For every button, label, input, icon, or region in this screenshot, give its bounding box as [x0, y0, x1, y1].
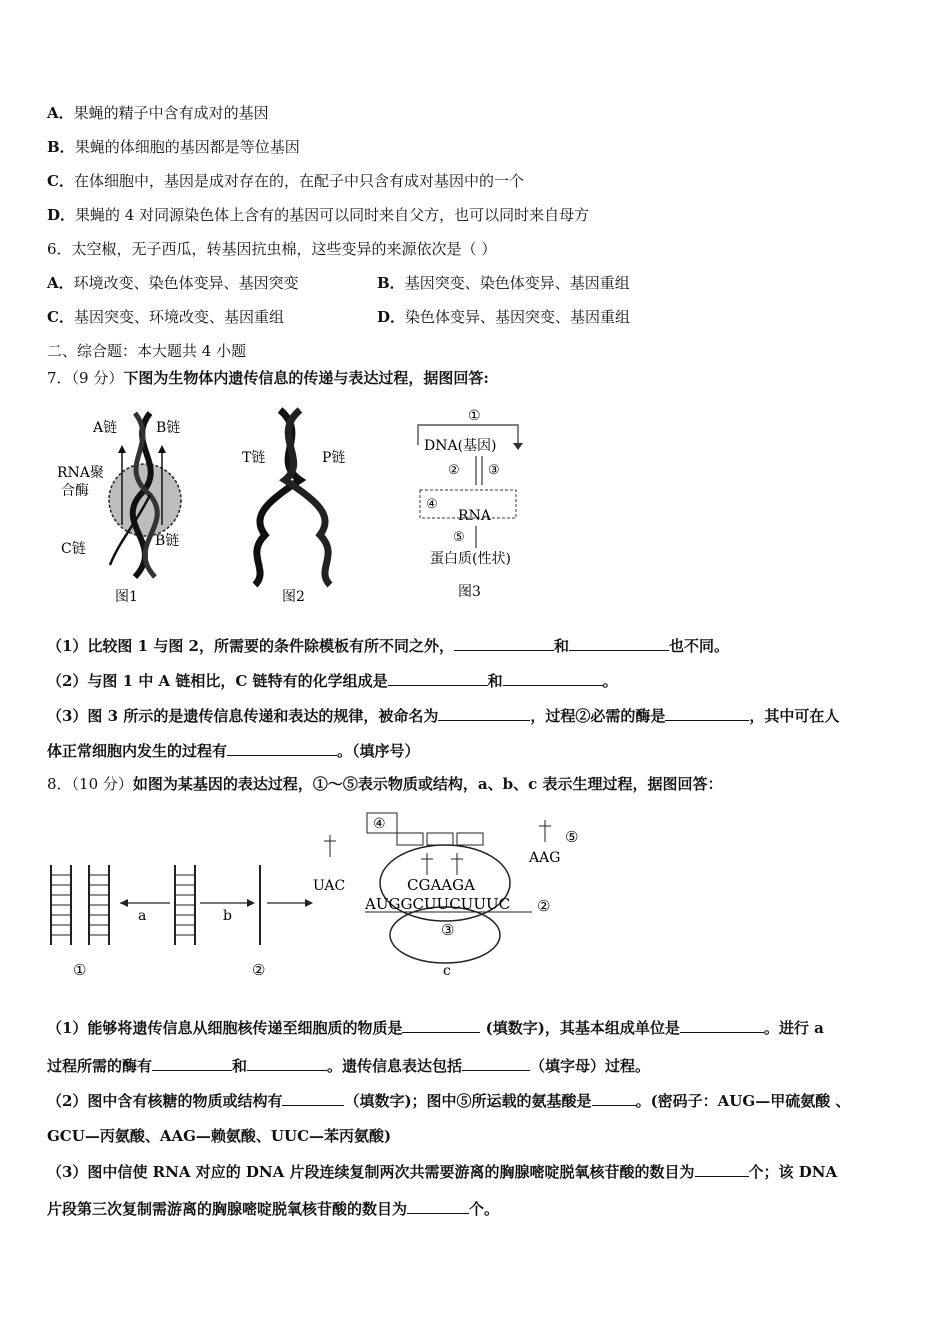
trna-1 — [421, 853, 433, 875]
fig1-rna-polymerase-label-2: 合酶 — [61, 483, 89, 499]
q5-option-a: A．果蝇的精子中含有成对的基因 — [47, 104, 269, 122]
fig2-t-chain-label: T链 — [242, 450, 266, 466]
fig8-label-3: ③ — [441, 921, 455, 939]
fig8-label-4: ④ — [373, 816, 386, 832]
fig1-c-chain-label: C链 — [61, 541, 86, 557]
q8-stem: 8．（10 分）如图为某基因的表达过程，①～⑤表示物质或结构，a、b、c 表示生理过程，据图回答： — [47, 775, 723, 793]
fig1-arrowhead-1 — [118, 445, 126, 453]
fig1-arrowhead-2 — [158, 445, 166, 453]
fig3-process-3: ③ — [488, 463, 500, 478]
q7-sub-2: （2）与图 1 中 A 链相比，C 链特有的化学组成是 和 。 — [47, 669, 618, 691]
answer-blank[interactable] — [438, 704, 530, 721]
answer-blank[interactable] — [592, 1089, 636, 1106]
fig8-process-b: b — [223, 908, 232, 924]
fig1-b-chain-top-label: B链 — [156, 420, 181, 436]
answer-blank[interactable] — [665, 704, 749, 721]
fig8-mrna-sequence: AUGGCUUCUUUC — [365, 895, 511, 913]
process-b-arrowhead — [247, 899, 255, 907]
answer-blank[interactable] — [454, 634, 554, 651]
trna-leaving — [324, 835, 336, 857]
q7-figure-1 — [55, 405, 200, 610]
q8-sub-1: （1）能够将遗传信息从细胞核传递至细胞质的物质是 (填数字)，其基本组成单位是 。进行 a — [47, 1016, 824, 1038]
q7-stem: 7．（9 分）下图为生物体内遗传信息的传递与表达过程，据图回答: — [47, 369, 489, 387]
trna-2 — [451, 853, 463, 875]
q8-sub-2-codons: GCU—丙氨酸、AAG—赖氨酸、UUC—苯丙氨酸) — [47, 1127, 392, 1145]
answer-blank[interactable] — [695, 1160, 749, 1177]
fig3-process-5: ⑤ — [453, 530, 465, 545]
fig1-caption: 图1 — [115, 589, 138, 605]
q7-sub-3: （3）图 3 所示的是遗传信息传递和表达的规律，被命名为 ，过程②必需的酶是 ，其中可在人 — [47, 704, 839, 726]
q7-sub-3-continued: 体正常细胞内发生的过程有 。（填序号） — [47, 739, 420, 761]
fig3-rna-label: RNA — [458, 508, 491, 524]
q8-sub-3: （3）图中信使 RNA 对应的 DNA 片段连续复制两次共需要游离的胸腺嘧啶脱氧核苷酸的数目为 个；该 DNA — [47, 1160, 837, 1182]
fig3-process-2: ② — [448, 463, 460, 478]
q5-option-b: B．果蝇的体细胞的基因都是等位基因 — [47, 138, 300, 156]
answer-blank[interactable] — [388, 669, 488, 686]
fig1-a-chain-label: A链 — [93, 420, 118, 436]
fig2-caption: 图2 — [282, 589, 305, 605]
q6-option-d: D．染色体变异、基因突变、基因重组 — [377, 308, 631, 326]
q5-option-c: C．在体细胞中，基因是成对存在的，在配子中只含有成对基因中的一个 — [47, 172, 524, 190]
trna-entering — [539, 820, 551, 842]
dna-double-strand — [51, 865, 109, 945]
fig3-protein-label: 蛋白质(性状) — [430, 551, 511, 567]
amino-acid-3 — [457, 833, 483, 845]
q6-stem: 6．太空椒，无子西瓜，转基因抗虫棉，这些变异的来源依次是（ ） — [47, 240, 497, 258]
answer-blank[interactable] — [247, 1054, 327, 1071]
answer-blank[interactable] — [462, 1054, 530, 1071]
fig8-label-2-left: ② — [252, 961, 266, 979]
fig2-p-chain-label: P链 — [322, 450, 346, 466]
q7-sub-1: （1）比较图 1 与图 2，所需要的条件除模板有所不同之外， 和 也不同。 — [47, 634, 729, 656]
fig8-anticodon-uac: UAC — [313, 878, 346, 894]
fig1-rna-polymerase-label-1: RNA聚 — [57, 465, 104, 481]
q8-sub-3-continued: 片段第三次复制需游离的胸腺嘧啶脱氧核苷酸的数目为 个。 — [47, 1197, 499, 1219]
fig3-dna-label: DNA(基因) — [424, 438, 497, 454]
q6-option-a: A．环境改变、染色体变异、基因突变 — [47, 274, 299, 292]
answer-blank[interactable] — [152, 1054, 232, 1071]
fig8-label-1: ① — [73, 961, 87, 979]
fig1-b-chain-bottom-label: B链 — [155, 533, 180, 549]
dna-template — [175, 865, 195, 945]
q8-sub-1-continued: 过程所需的酶有 和 。遗传信息表达包括 （填字母）过程。 — [47, 1054, 650, 1076]
fig8-anticodons: CGAAGA — [407, 876, 475, 894]
amino-acid-2 — [427, 833, 453, 845]
q5-option-d: D．果蝇的 4 对同源染色体上含有的基因可以同时来自父方，也可以同时来自母方 — [47, 206, 590, 224]
q6-option-c: C．基因突变、环境改变、基因重组 — [47, 308, 284, 326]
process-a-arrowhead — [120, 899, 128, 907]
q7-figure-3 — [408, 400, 543, 605]
fig2-strand-p — [285, 410, 330, 585]
fig8-label-2-right: ② — [537, 897, 551, 915]
answer-blank[interactable] — [407, 1197, 469, 1214]
mrna-transport-arrowhead — [305, 899, 313, 907]
answer-blank[interactable] — [503, 669, 603, 686]
fig2-strand-t — [255, 410, 300, 585]
fig8-anticodon-aag: AAG — [529, 850, 561, 866]
answer-blank[interactable] — [282, 1089, 344, 1106]
answer-blank[interactable] — [227, 739, 337, 756]
fig3-caption: 图3 — [458, 584, 481, 600]
section-title: 二、综合题：本大题共 4 小题 — [47, 342, 247, 360]
fig8-process-c: c — [443, 963, 451, 979]
answer-blank[interactable] — [402, 1016, 480, 1033]
q6-option-b: B．基因突变、染色体变异、基因重组 — [377, 274, 630, 292]
q7-figure-2 — [240, 405, 355, 610]
answer-blank[interactable] — [569, 634, 669, 651]
fig3-process-4: ④ — [426, 497, 438, 512]
q8-figure — [45, 805, 585, 985]
fig8-process-a: a — [138, 908, 147, 924]
fig3-loop-arrowhead — [513, 443, 523, 450]
fig8-label-5: ⑤ — [565, 828, 579, 846]
answer-blank[interactable] — [680, 1016, 764, 1033]
amino-acid-1 — [397, 833, 423, 845]
fig3-process-1: ① — [468, 408, 481, 424]
rna-polymerase-shape — [109, 464, 181, 536]
q8-sub-2: （2）图中含有核糖的物质或结构有 （填数字)；图中⑤所运载的氨基酸是 。(密码子：AUG—甲硫氨酸 、 — [47, 1089, 850, 1111]
